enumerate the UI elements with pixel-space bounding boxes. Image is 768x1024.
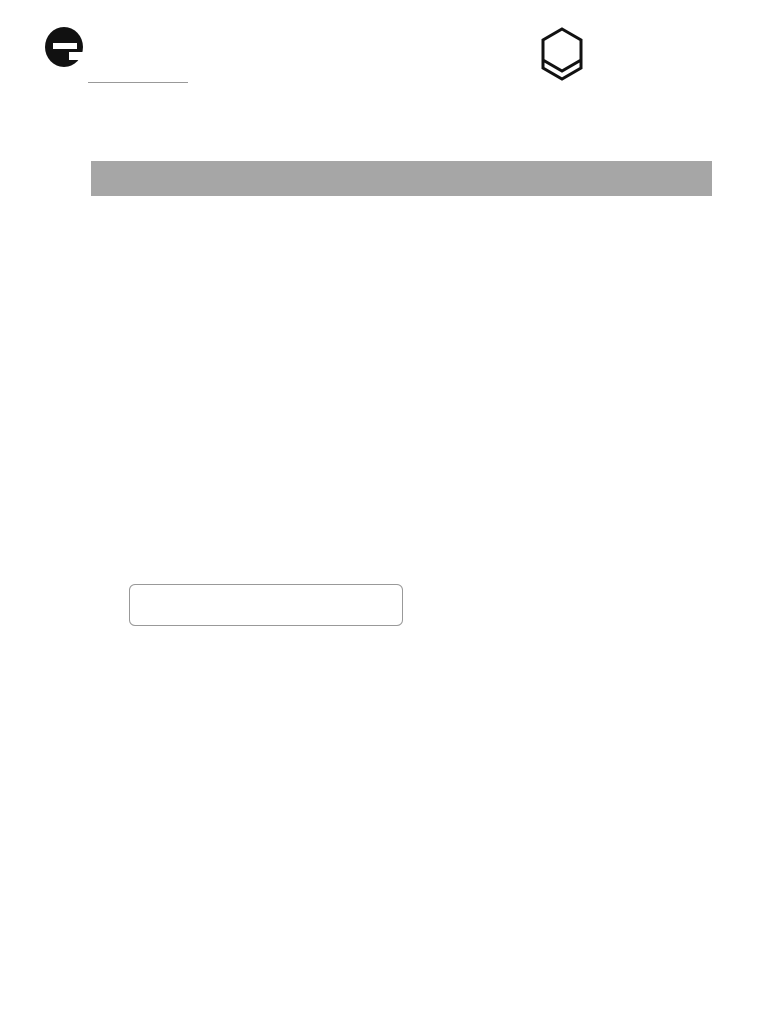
- hexagon-logo-icon: [540, 26, 584, 82]
- title-banner: [91, 161, 712, 196]
- institut-e-logo-icon: [44, 26, 84, 68]
- rating-scale-box: [129, 584, 403, 626]
- header-divider: [88, 82, 188, 83]
